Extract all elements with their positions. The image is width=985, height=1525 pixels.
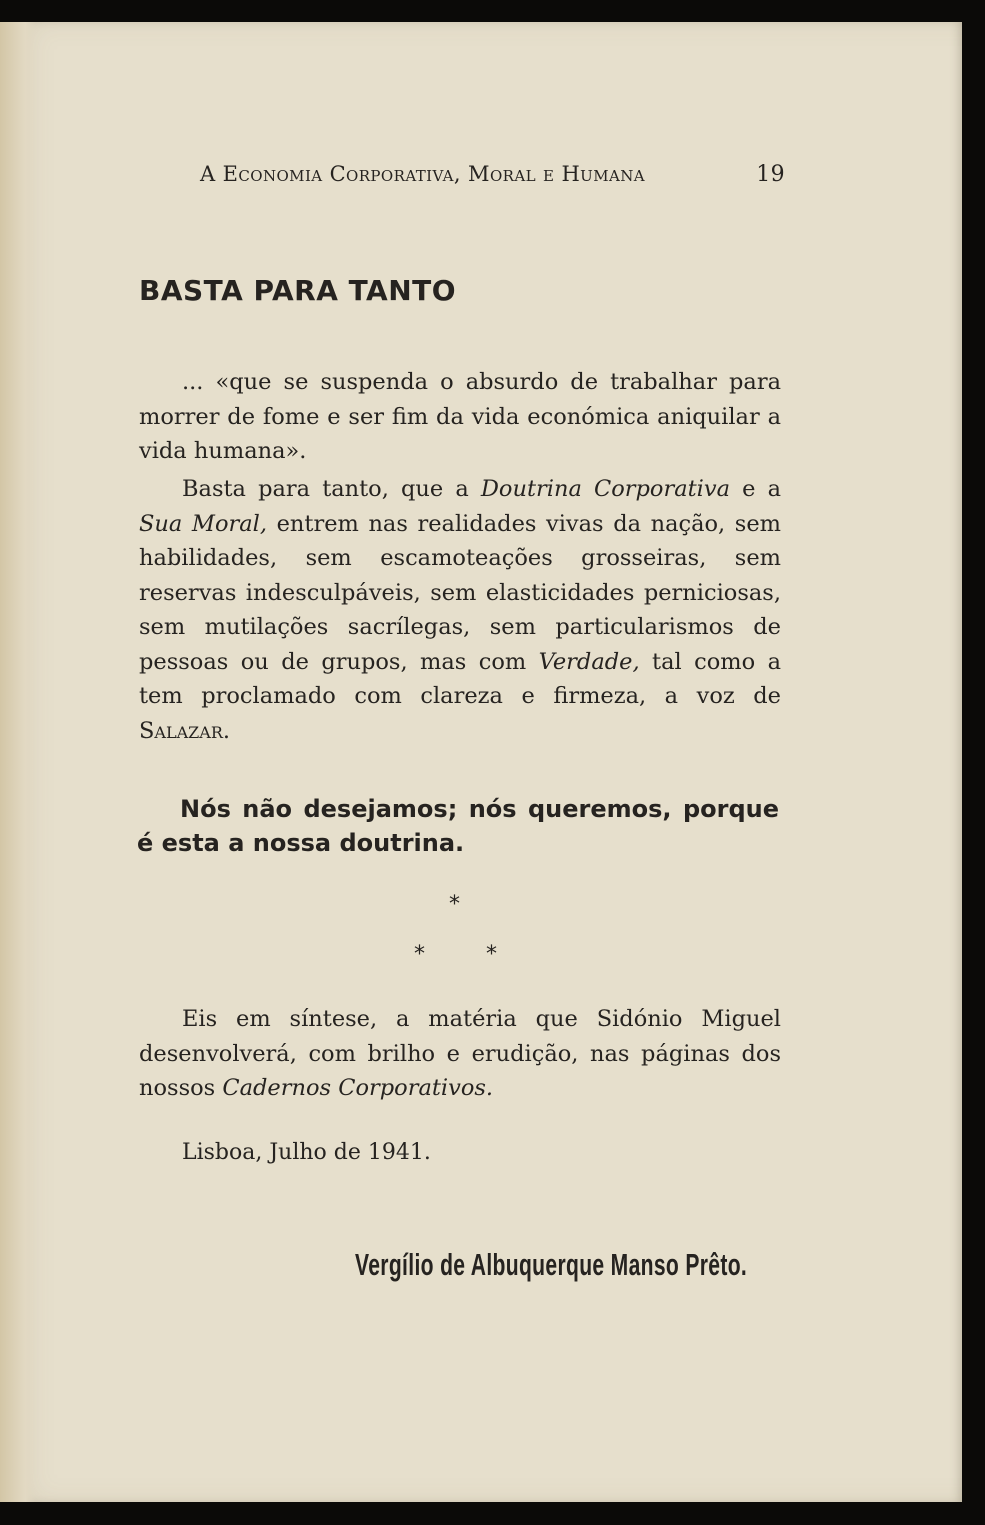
text-run: entrem nas realidades vivas da nação, sem habilidades, sem escamoteações grosseiras, sem reservas indesculpáveis, sem elasticidades perniciosas, sem mutilações sacrílegas, sem particularismos de pessoas ou de grupos, mas com [139,510,781,675]
text-run: tal como a tem proclamado com clareza e firmeza, a voz de [139,648,781,709]
quote-paragraph [139,365,781,469]
italic-run: Sua Moral, [139,510,268,537]
running-head [200,162,785,187]
quote-text: ... «que se suspenda o absurdo de trabalhar para morrer de fome e ser fim da vida económica aniquilar a vida humana». [139,369,781,464]
running-head-text: Economia Corporativa, Moral e Humana [222,162,645,186]
asterism-star: * [486,942,497,967]
paragraph-text [139,1002,781,1106]
dateline: Lisboa, Julho de 1941. [182,1140,431,1165]
italic-run: Cadernos Corporativos. [222,1075,494,1101]
page-spine-shadow [0,22,36,1502]
asterism-star: * [414,942,425,967]
emphasis-statement [137,792,779,860]
text-run: Eis em síntese, a matéria que Sidónio Miguel desenvolverá, com brilho e erudição, nas páginas dos nossos [139,1006,781,1101]
book-page [0,22,962,1502]
smallcaps-run: Salazar [139,717,223,744]
italic-run: Doutrina Corporativa [480,476,730,502]
italic-run: Verdade, [538,648,640,675]
page-number: 19 [756,162,785,187]
text-run: . [222,717,231,744]
paragraph-text [139,472,781,748]
body-paragraph-basta [139,472,781,748]
author-signature: Vergílio de Albuquerque Manso Prêto. [355,1247,748,1282]
section-title: BASTA PARA TANTO [139,274,457,307]
text-run: Basta para tanto, que a [182,476,481,502]
emphasis-text: Nós não desejamos; nós queremos, porque é esta a nossa doutrina. [137,795,779,857]
text-run: e a [730,476,781,502]
running-head-article: A [200,162,216,186]
running-head-title [200,162,645,187]
body-paragraph-sintese [139,1002,781,1106]
asterism-star: * [449,892,460,917]
